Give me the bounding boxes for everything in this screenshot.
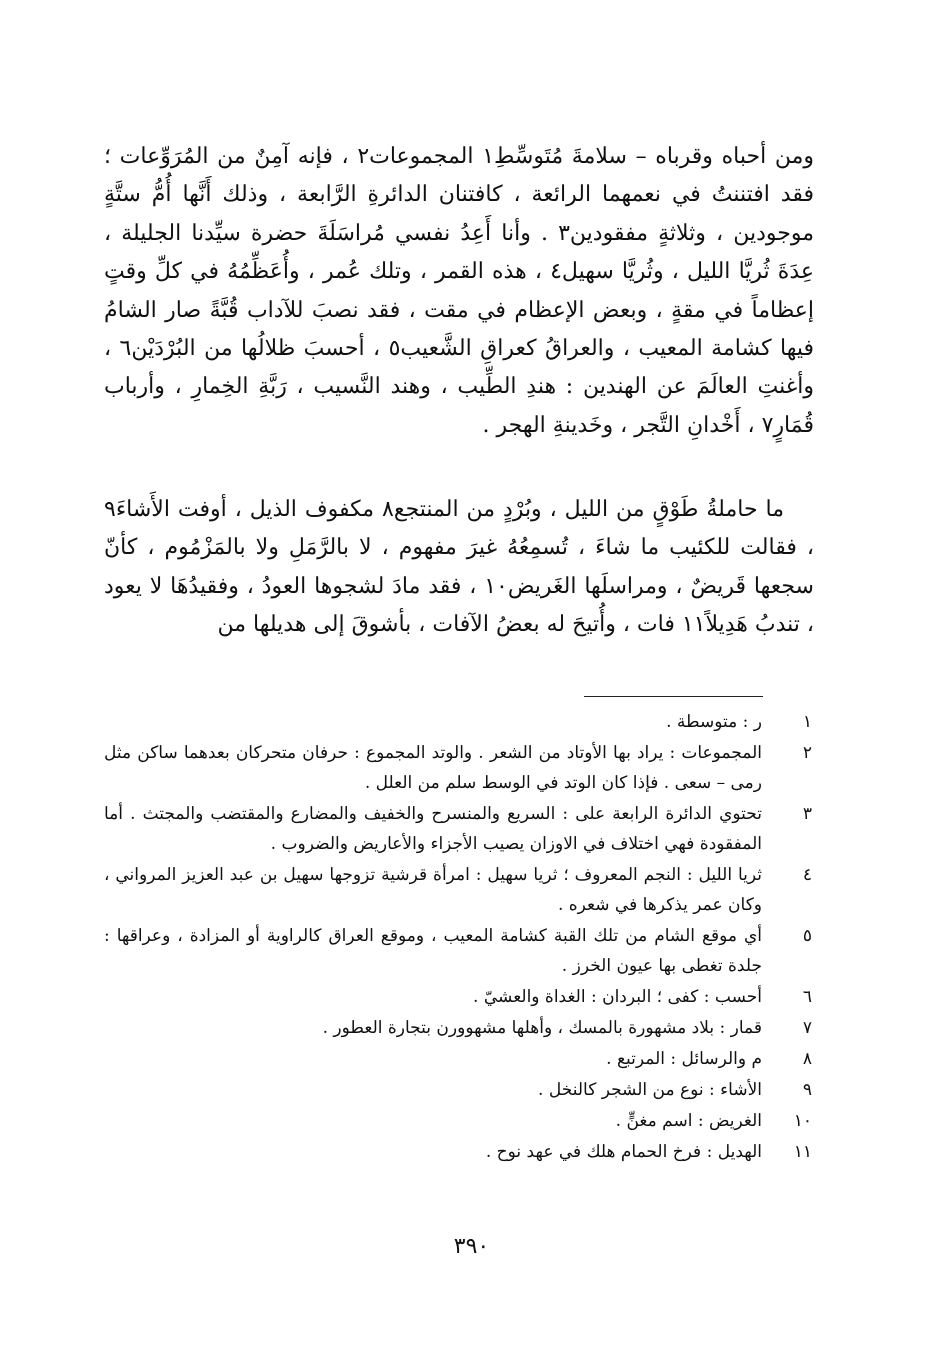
footnote: [104, 860, 812, 920]
footnote: [104, 738, 812, 798]
footnote-number: ٤: [802, 865, 812, 885]
footnote-separator: [584, 696, 763, 697]
footnote-text: م والرسائل : المرتبع .: [606, 1049, 762, 1069]
footnote-number: ٥: [802, 926, 812, 946]
footnote-text: أي موقع الشام من تلك القبة كشامة المعيب ، وموقع العراق كالراوية أو المزادة ، وعراقها : جلدة تغطى بها عيون الخرز .: [104, 926, 762, 976]
footnote-text: أحسب : كفى ؛ البردان : الغداة والعشيّ .: [473, 987, 762, 1007]
footnote: [104, 1137, 812, 1167]
footnote: [104, 1044, 812, 1074]
page-number: ٣٩٠: [453, 1234, 490, 1259]
footnote-text: تحتوي الدائرة الرابعة على : السريع والمنسرح والخفيف والمضارع والمقتضب والمجتث . أما المفقودة فهي اختلاف في الاوزان يصيب الأجزاء والأعاريض والضروب .: [104, 804, 762, 854]
footnote-text: ر : متوسطة .: [666, 712, 762, 732]
footnote-text: الهديل : فرخ الحمام هلك في عهد نوح .: [485, 1142, 762, 1162]
main-text-paragraph-1: [104, 138, 814, 445]
footnote-number: ٩: [802, 1080, 812, 1100]
paragraph-text: ومن أحباه وقرباه – سلامةَ مُتَوسِّطِ١ المجموعات٢ ، فإنه آمِنٌ من المُرَوِّعات ؛ فقد افتننتُ في نعمهما الرائعة ، كافتنان الدائرةِ الرَّابعة ، وذلك أَنَّها أُمُّ ستَّةٍ موجودين ، وثلاثةٍ مفقودين٣ . وأنا أَعِدُ نفسي مُراسَلَةَ حضرة سيِّدنا الجليلة ، عِدَةَ ثُريَّا الليل ، وثُريَّا سهيل٤ ، هذه القمر ، وتلك عُمر ، وأُعَظِّمُهُ في كلِّ وقتٍ إعظاماً في مقةٍ ، وبعض الإعظام في مقت ، فقد نصبَ للآداب قُبَّةً صار الشامُ فيها كشامة المعيب ، والعراقُ كعراقِ الشَّعيب٥ ، أحسبَ ظلالُها من البُرْدَيْن٦ ، وأغنتِ العالَمَ عن الهندين : هندِ الطِّيب ، وهند النَّسيب ، رَبَّةِ الخِمارِ ، وأرباب قُمَارٍ٧ ، أَخْدانِ التَّجر ، وخَدينةِ الهجر .: [104, 144, 815, 438]
footnote: [104, 1075, 812, 1105]
paragraph-text: ما حاملةُ طَوْقٍ من الليل ، وبُرْدٍ من المنتجع٨ مكفوف الذيل ، أوفت الأَشاءَ٩ ، فقالت للكئيب ما شاءَ ، تُسمِعُهُ غيرَ مفهوم ، لا بالرَّمَلِ ولا بالمَزْمُوم ، كأنّ سجعها قَريضٌ ، ومراسلَها الغَريض١٠ ، فقد مادَ لشجوها العودُ ، وفقيدُهَا لا يعود ، تندبُ هَدِيلاً١١ فات ، وأُتيحَ له بعضُ الآفات ، بأشوقَ إلى هديلها من: [104, 497, 814, 638]
footnote: [104, 921, 812, 981]
footnote-text: قمار : بلاد مشهورة بالمسك ، وأهلها مشهوورن بتجارة العطور .: [322, 1018, 762, 1038]
footnote: [104, 1106, 812, 1136]
footnote-number: ٨: [802, 1049, 812, 1069]
footnote-text: الغريض : اسم مغنٍّ .: [615, 1111, 762, 1131]
footnote-number: ٣: [802, 804, 812, 824]
footnote: [104, 982, 812, 1012]
footnote-number: ١٠: [793, 1111, 812, 1131]
footnote-number: ١١: [793, 1142, 812, 1162]
footnote-number: ٢: [802, 743, 812, 763]
footnotes-section: [104, 707, 812, 1168]
main-text-paragraph-2: [104, 491, 814, 645]
footnote-text: الأشاء : نوع من الشجر كالنخل .: [538, 1080, 762, 1100]
footnote: [104, 1013, 812, 1043]
footnote-number: ٦: [802, 987, 812, 1007]
footnote-number: ١: [802, 712, 812, 732]
footnote: [104, 707, 812, 737]
footnote: [104, 799, 812, 859]
footnote-text: ثريا الليل : النجم المعروف ؛ ثريا سهيل : امرأة قرشية تزوجها سهيل بن عبد العزيز المرواني ، وكان عمر يذكرها في شعره .: [104, 865, 762, 915]
footnote-number: ٧: [802, 1018, 812, 1038]
footnote-text: المجموعات : يراد بها الأوتاد من الشعر . والوتد المجموع : حرفان متحركان بعدهما ساكن مثل رمى – سعى . فإذا كان الوتد في الوسط سلم من العلل .: [104, 743, 762, 793]
